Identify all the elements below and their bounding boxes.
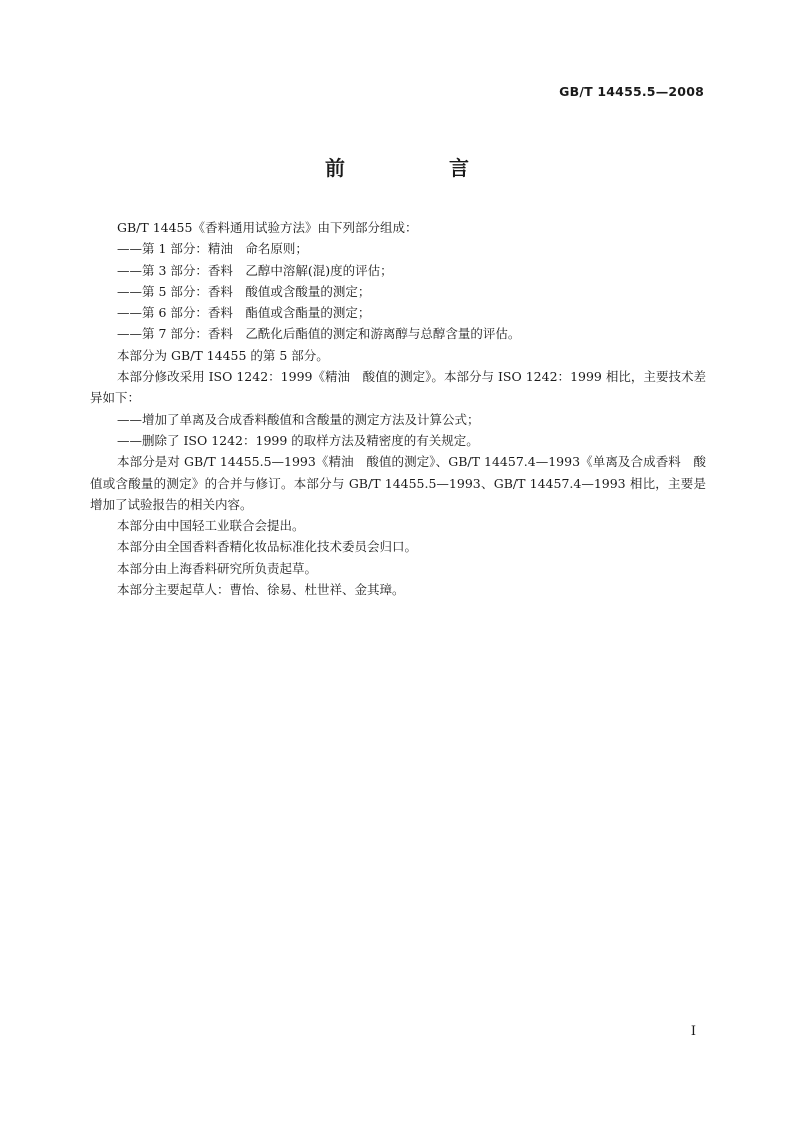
- paragraph-committee: 本部分由全国香料香精化妆品标准化技术委员会归口。: [117, 539, 418, 555]
- page-number: I: [690, 1024, 696, 1039]
- paragraph-part-statement: 本部分为 GB/T 14455 的第 5 部分。: [117, 347, 329, 363]
- standard-code: GB/T 14455.5—2008: [559, 84, 704, 99]
- paragraph-iso-adoption: 本部分修改采用 ISO 1242：1999《精油 酸值的测定》。本部分与 ISO 1242：1999 相比，主要技术差异如下：: [90, 369, 706, 406]
- list-item-difference-1: ——增加了单离及合成香料酸值和含酸量的测定方法及计算公式；: [117, 411, 480, 427]
- paragraph-drafters: 本部分主要起草人：曹怡、徐易、杜世祥、金其璋。: [117, 582, 405, 598]
- list-item-difference-2: ——删除了 ISO 1242：1999 的取样方法及精密度的有关规定。: [117, 432, 479, 448]
- page-title: 前 言: [325, 156, 511, 180]
- paragraph-revision: 本部分是对 GB/T 14455.5—1993《精油 酸值的测定》、GB/T 14457.4—1993《单离及合成香料 酸值或含酸量的测定》的合并与修订。本部分与 GB/T 14455.5—1993、GB/T 14457.4—1993 相比，主要是增加了试验报告的相关内容。: [90, 454, 706, 512]
- paragraph-proposer: 本部分由中国轻工业联合会提出。: [117, 518, 305, 534]
- paragraph-drafting-unit: 本部分由上海香料研究所负责起草。: [117, 560, 318, 576]
- list-item-part-6: ——第 6 部分：香料 酯值或含酯量的测定；: [117, 305, 371, 321]
- list-item-part-5: ——第 5 部分：香料 酸值或含酸量的测定；: [117, 283, 371, 299]
- list-item-part-3: ——第 3 部分：香料 乙醇中溶解(混)度的评估；: [117, 262, 393, 278]
- list-item-part-1: ——第 1 部分：精油 命名原则；: [117, 241, 308, 257]
- foreword-body: [90, 217, 706, 600]
- list-item-part-7: ——第 7 部分：香料 乙酰化后酯值的测定和游离醇与总醇含量的评估。: [117, 326, 521, 342]
- paragraph-intro: GB/T 14455《香料通用试验方法》由下列部分组成：: [117, 220, 418, 235]
